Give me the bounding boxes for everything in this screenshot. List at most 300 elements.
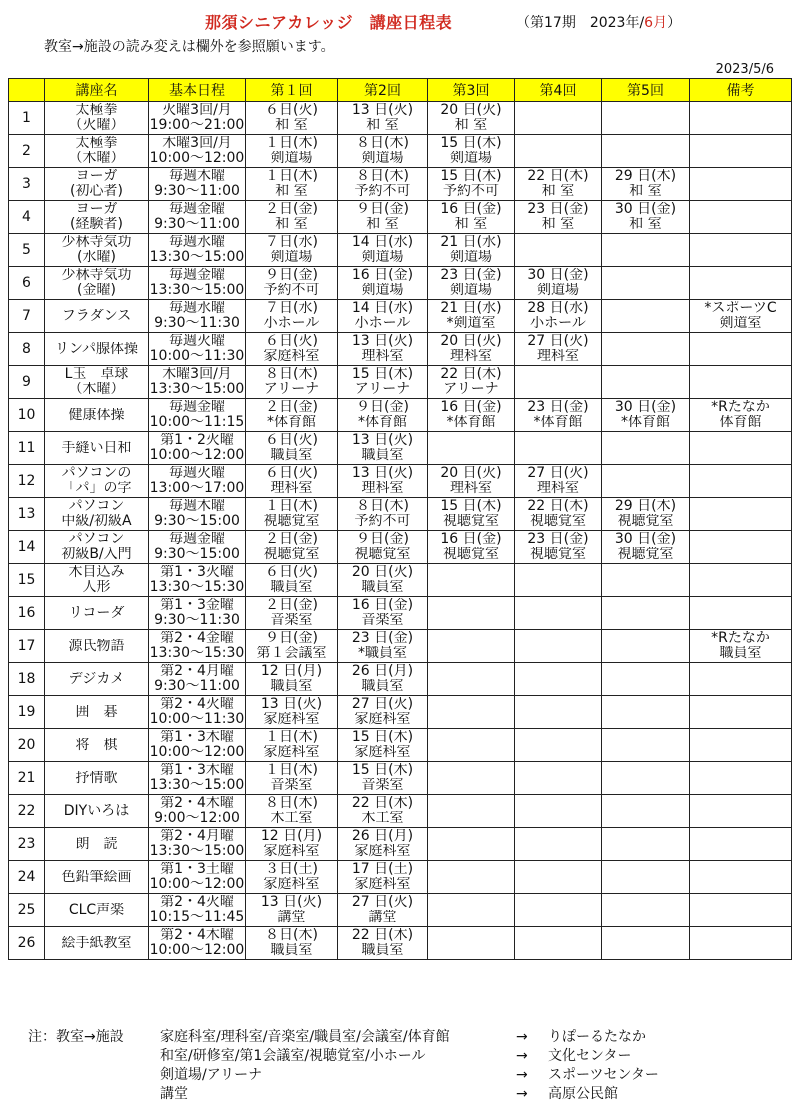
session-2-line-1: ９日(金): [356, 400, 409, 415]
course-name-cell: [45, 630, 149, 663]
basic-schedule-line-2: 13:30～15:00: [149, 382, 245, 397]
session-2-line-2: 予約不可: [354, 514, 411, 529]
session-2-line-2: 音楽室: [361, 613, 404, 628]
table-row: [9, 630, 792, 663]
session-4-line-2: 剣道場: [537, 283, 579, 298]
table-row: [9, 828, 792, 861]
session-3-cell: [428, 630, 515, 663]
row-number: 9: [9, 366, 45, 399]
course-name-cell: [45, 729, 149, 762]
course-name-line-1: 少林寺気功: [61, 235, 132, 250]
table-row: [9, 663, 792, 696]
course-name-line-1: フラダンス: [61, 308, 132, 324]
course-name-line-1: 朗 読: [75, 836, 118, 852]
session-2-line-2: 理科室: [361, 349, 404, 364]
session-2-line-2: 音楽室: [361, 778, 404, 793]
session-4-line-2: 小ホール: [530, 316, 586, 331]
session-1-line-1: １日(木): [265, 169, 318, 184]
session-1-line-1: １日(木): [265, 136, 318, 151]
session-4-cell: [515, 135, 602, 168]
basic-schedule-line-1: 毎週木曜: [169, 499, 225, 514]
basic-schedule-line-1: 第2・4木曜: [160, 928, 234, 943]
session-2-line-1: 27 日(火): [351, 895, 414, 910]
row-number: 22: [9, 795, 45, 828]
session-3-line-1: 16 日(金): [440, 400, 502, 415]
session-1-cell: [246, 168, 338, 201]
session-4-cell: [515, 333, 602, 366]
session-1-cell: [246, 762, 338, 795]
course-name-line-2: 人形: [82, 580, 111, 595]
session-2-cell: [338, 564, 428, 597]
session-5-line-2: 視聴覚室: [617, 514, 674, 529]
basic-schedule-cell: [149, 267, 246, 300]
session-3-cell: [428, 399, 515, 432]
session-1-line-2: 予約不可: [263, 283, 320, 298]
row-number: 13: [9, 498, 45, 531]
basic-schedule-line-1: 毎週水曜: [169, 235, 225, 250]
basic-schedule-line-2: 10:00～12:00: [149, 745, 245, 760]
row-number: 23: [9, 828, 45, 861]
session-1-line-2: 音楽室: [270, 613, 313, 628]
course-name-line-2: （木曜）: [68, 151, 125, 166]
remarks-cell: [690, 366, 792, 399]
session-2-cell: [338, 102, 428, 135]
course-name-line-1: 絵手紙教室: [61, 935, 132, 951]
course-name-line-2: （木曜）: [68, 382, 125, 397]
session-3-line-2: *剣道室: [446, 316, 496, 331]
session-3-line-1: 21 日(水): [440, 235, 502, 250]
session-5-cell: [602, 597, 690, 630]
session-3-line-2: 剣道場: [450, 250, 492, 265]
session-1-line-1: ６日(火): [265, 466, 318, 481]
basic-schedule-line-2: 10:00～11:30: [149, 349, 245, 364]
table-row: [9, 795, 792, 828]
session-3-line-1: 20 日(火): [440, 466, 502, 481]
session-2-line-2: 木工室: [361, 811, 404, 826]
basic-schedule-line-1: 火曜3回/月: [162, 103, 232, 118]
course-name-line-2: (水曜): [77, 250, 116, 265]
session-2-line-1: 15 日(木): [351, 763, 414, 778]
session-2-line-2: 和 室: [366, 217, 399, 232]
session-3-line-1: 22 日(木): [440, 367, 502, 382]
table-row: [9, 729, 792, 762]
course-name-line-1: パソコンの: [61, 466, 132, 481]
session-1-cell: [246, 696, 338, 729]
session-4-cell: [515, 300, 602, 333]
arrow-icon: →: [516, 1029, 528, 1045]
session-3-cell: [428, 762, 515, 795]
course-name-line-1: リコーダ: [68, 605, 125, 621]
course-name-line-1: 囲 碁: [75, 704, 118, 720]
session-1-line-2: 家庭科室: [263, 745, 320, 760]
table-row: [9, 894, 792, 927]
session-5-cell: [602, 399, 690, 432]
basic-schedule-line-1: 毎週金曜: [169, 532, 225, 547]
session-1-line-1: ６日(火): [265, 334, 318, 349]
session-2-line-1: ８日(木): [356, 169, 409, 184]
row-number: 15: [9, 564, 45, 597]
basic-schedule-line-1: 毎週水曜: [169, 301, 225, 316]
session-5-line-2: *体育館: [621, 415, 670, 430]
session-4-cell: [515, 828, 602, 861]
session-5-cell: [602, 828, 690, 861]
course-name-line-2: (経験者): [70, 217, 123, 232]
session-1-line-2: 理科室: [270, 481, 313, 496]
basic-schedule-line-2: 13:30～15:00: [149, 250, 245, 265]
basic-schedule-line-1: 第2・4月曜: [160, 664, 234, 679]
session-2-line-1: 16 日(金): [351, 598, 414, 613]
remarks-cell: [690, 234, 792, 267]
session-3-cell: [428, 531, 515, 564]
course-name-cell: [45, 564, 149, 597]
session-2-line-2: *職員室: [358, 646, 407, 661]
session-3-line-1: 20 日(火): [440, 334, 502, 349]
session-1-line-1: １日(木): [265, 499, 318, 514]
session-3-cell: [428, 267, 515, 300]
basic-schedule-line-2: 13:00～17:00: [149, 481, 245, 496]
course-name-line-1: 色鉛筆絵画: [61, 869, 132, 885]
basic-schedule-line-2: 10:00～12:00: [149, 448, 245, 463]
course-name-cell: [45, 498, 149, 531]
row-number: 7: [9, 300, 45, 333]
session-2-line-2: 職員室: [361, 679, 404, 694]
row-number: 24: [9, 861, 45, 894]
session-1-line-1: ８日(木): [265, 928, 318, 943]
session-3-cell: [428, 333, 515, 366]
session-5-cell: [602, 135, 690, 168]
session-4-cell: [515, 696, 602, 729]
table-row: [9, 432, 792, 465]
session-1-line-1: １日(木): [265, 730, 318, 745]
session-2-cell: [338, 894, 428, 927]
session-2-line-1: 14 日(水): [351, 235, 414, 250]
table-row: [9, 927, 792, 960]
session-1-line-2: 職員室: [270, 580, 313, 595]
session-2-line-2: 職員室: [361, 448, 404, 463]
session-2-line-1: 22 日(木): [351, 796, 414, 811]
session-3-cell: [428, 234, 515, 267]
course-name-cell: [45, 300, 149, 333]
session-3-line-2: 理科室: [450, 349, 492, 364]
session-1-line-2: 木工室: [270, 811, 313, 826]
session-2-line-1: 13 日(火): [351, 334, 414, 349]
session-4-line-1: 27 日(火): [527, 466, 589, 481]
subtitle-note: 教室→施設の読み変えは欄外を参照願います。: [44, 39, 335, 55]
row-number: 12: [9, 465, 45, 498]
basic-schedule-line-2: 10:00～12:00: [149, 943, 245, 958]
remarks-line-1: *スポーツC: [704, 301, 777, 316]
table-row: [9, 135, 792, 168]
arrow-icon: →: [516, 1067, 528, 1083]
session-4-line-1: 27 日(火): [527, 334, 589, 349]
basic-schedule-cell: [149, 465, 246, 498]
session-5-cell: [602, 861, 690, 894]
session-2-line-1: 16 日(金): [351, 268, 414, 283]
session-1-cell: [246, 861, 338, 894]
table-row: [9, 399, 792, 432]
table-row: [9, 597, 792, 630]
session-1-line-1: ７日(水): [265, 301, 318, 316]
table-row: [9, 366, 792, 399]
session-1-line-1: ６日(火): [265, 433, 318, 448]
basic-schedule-line-1: 第2・4木曜: [160, 796, 234, 811]
session-3-line-2: 和 室: [454, 217, 488, 232]
row-number: 6: [9, 267, 45, 300]
basic-schedule-line-1: 第1・3木曜: [160, 730, 234, 745]
session-2-line-1: 13 日(火): [351, 466, 414, 481]
session-3-cell: [428, 894, 515, 927]
session-4-cell: [515, 663, 602, 696]
session-1-cell: [246, 234, 338, 267]
document-header: [0, 8, 800, 32]
basic-schedule-line-2: 10:00～12:00: [149, 151, 245, 166]
row-number: 1: [9, 102, 45, 135]
arrow-icon: →: [516, 1048, 528, 1064]
session-5-cell: [602, 630, 690, 663]
session-2-line-1: ８日(木): [356, 499, 409, 514]
row-number: 5: [9, 234, 45, 267]
remarks-cell: [690, 696, 792, 729]
basic-schedule-line-1: 毎週木曜: [169, 169, 225, 184]
session-4-cell: [515, 927, 602, 960]
basic-schedule-cell: [149, 432, 246, 465]
course-name-cell: [45, 333, 149, 366]
session-3-line-2: 理科室: [450, 481, 492, 496]
session-5-line-1: 30 日(金): [614, 532, 677, 547]
remarks-cell: [690, 861, 792, 894]
session-3-line-1: 20 日(火): [440, 103, 502, 118]
course-name-line-1: 将 棋: [75, 737, 118, 753]
session-3-line-2: アリーナ: [443, 382, 499, 397]
term-month: 6月: [644, 15, 668, 31]
course-name-cell: [45, 366, 149, 399]
remarks-line-1: *Rたなか: [711, 631, 770, 646]
basic-schedule-line-2: 13:30～15:00: [149, 778, 245, 793]
course-name-line-2: (初心者): [70, 184, 123, 199]
session-2-line-1: 22 日(木): [351, 928, 414, 943]
remarks-cell: [690, 663, 792, 696]
session-1-line-1: ２日(金): [265, 202, 318, 217]
session-1-line-2: 家庭科室: [263, 877, 320, 892]
course-name-line-1: 健康体操: [68, 407, 125, 423]
basic-schedule-line-2: 10:00～12:00: [149, 877, 245, 892]
basic-schedule-line-1: 第1・3金曜: [160, 598, 234, 613]
session-5-line-1: 29 日(木): [614, 499, 677, 514]
session-3-cell: [428, 465, 515, 498]
course-name-cell: [45, 135, 149, 168]
session-5-cell: [602, 531, 690, 564]
course-name-line-1: DIYいろは: [63, 803, 130, 819]
session-1-line-1: ７日(水): [265, 235, 318, 250]
session-5-cell: [602, 432, 690, 465]
basic-schedule-cell: [149, 498, 246, 531]
row-number: 14: [9, 531, 45, 564]
course-name-cell: [45, 168, 149, 201]
course-name-cell: [45, 894, 149, 927]
session-2-line-1: 13 日(火): [351, 433, 414, 448]
row-number: 10: [9, 399, 45, 432]
session-1-line-2: 職員室: [270, 679, 313, 694]
session-2-cell: [338, 135, 428, 168]
basic-schedule-cell: [149, 630, 246, 663]
table-body: [9, 102, 792, 960]
course-name-line-1: ヨーガ: [75, 169, 118, 184]
session-5-cell: [602, 366, 690, 399]
session-3-cell: [428, 597, 515, 630]
basic-schedule-cell: [149, 861, 246, 894]
basic-schedule-cell: [149, 234, 246, 267]
table-row: [9, 267, 792, 300]
session-5-line-2: 和 室: [629, 184, 662, 199]
session-2-cell: [338, 267, 428, 300]
remarks-cell: [690, 762, 792, 795]
session-1-line-1: ９日(金): [265, 268, 318, 283]
session-5-cell: [602, 564, 690, 597]
session-5-cell: [602, 333, 690, 366]
session-4-cell: [515, 267, 602, 300]
basic-schedule-cell: [149, 564, 246, 597]
course-name-cell: [45, 762, 149, 795]
session-3-line-2: 剣道場: [450, 283, 492, 298]
remarks-cell: [690, 102, 792, 135]
arrow-icon: →: [516, 1086, 528, 1102]
session-2-line-2: 剣道場: [361, 283, 404, 298]
row-number: 16: [9, 597, 45, 630]
session-1-line-2: アリーナ: [263, 382, 320, 397]
session-2-cell: [338, 927, 428, 960]
course-name-cell: [45, 828, 149, 861]
session-4-line-1: 22 日(木): [527, 499, 589, 514]
remarks-cell: [690, 267, 792, 300]
session-1-line-1: ６日(火): [265, 565, 318, 580]
header-col-session-5: 第5回: [602, 79, 690, 102]
session-1-line-2: 家庭科室: [263, 712, 320, 727]
session-2-cell: [338, 729, 428, 762]
basic-schedule-cell: [149, 531, 246, 564]
session-1-cell: [246, 135, 338, 168]
session-2-line-1: ８日(木): [356, 136, 409, 151]
session-2-cell: [338, 168, 428, 201]
session-1-cell: [246, 663, 338, 696]
basic-schedule-line-2: 13:30～15:00: [149, 844, 245, 859]
remarks-cell: [690, 564, 792, 597]
remarks-cell: [690, 597, 792, 630]
basic-schedule-line-2: 10:00～11:15: [149, 415, 245, 430]
basic-schedule-line-1: 木曜3回/月: [162, 136, 232, 151]
course-name-cell: [45, 795, 149, 828]
session-5-cell: [602, 102, 690, 135]
remarks-cell: [690, 333, 792, 366]
course-name-line-2: 中級/初級A: [61, 514, 132, 529]
session-5-cell: [602, 267, 690, 300]
session-1-line-2: *体育館: [267, 415, 316, 430]
session-5-cell: [602, 465, 690, 498]
row-number: 3: [9, 168, 45, 201]
session-1-cell: [246, 564, 338, 597]
session-4-cell: [515, 861, 602, 894]
session-1-line-1: １日(木): [265, 763, 318, 778]
session-1-cell: [246, 795, 338, 828]
session-4-line-1: 28 日(水): [527, 301, 589, 316]
session-1-line-1: ８日(木): [265, 796, 318, 811]
session-2-line-1: 26 日(月): [351, 829, 414, 844]
header-col-session-2: 第2回: [338, 79, 428, 102]
session-2-line-2: 剣道場: [361, 151, 404, 166]
header-col-course-name: 講座名: [45, 79, 149, 102]
session-1-line-1: ９日(金): [265, 631, 318, 646]
session-5-cell: [602, 498, 690, 531]
note-facility: りぽーるたなか: [548, 1029, 646, 1045]
session-1-cell: [246, 465, 338, 498]
table-row: [9, 300, 792, 333]
session-3-cell: [428, 927, 515, 960]
session-2-cell: [338, 597, 428, 630]
session-2-cell: [338, 366, 428, 399]
session-2-line-1: 13 日(火): [351, 103, 414, 118]
remarks-cell: [690, 795, 792, 828]
session-4-cell: [515, 168, 602, 201]
table-row: [9, 531, 792, 564]
course-name-cell: [45, 597, 149, 630]
session-1-cell: [246, 630, 338, 663]
session-3-cell: [428, 498, 515, 531]
session-2-line-2: 家庭科室: [354, 745, 411, 760]
session-2-line-1: 26 日(月): [351, 664, 414, 679]
notes-label: 注：教室→施設: [28, 1029, 124, 1045]
session-1-line-2: 剣道場: [270, 250, 313, 265]
session-4-cell: [515, 729, 602, 762]
remarks-cell: [690, 498, 792, 531]
basic-schedule-line-2: 9:00～12:00: [154, 811, 240, 826]
session-2-cell: [338, 333, 428, 366]
session-4-cell: [515, 894, 602, 927]
course-name-line-1: 太極拳: [75, 103, 118, 118]
basic-schedule-cell: [149, 201, 246, 234]
basic-schedule-cell: [149, 102, 246, 135]
session-1-line-2: 音楽室: [270, 778, 313, 793]
session-5-line-2: 視聴覚室: [617, 547, 674, 562]
session-2-line-2: 家庭科室: [354, 877, 411, 892]
course-name-line-1: 太極拳: [75, 136, 118, 151]
session-1-line-1: ２日(金): [265, 598, 318, 613]
basic-schedule-line-1: 毎週火曜: [169, 334, 225, 349]
course-name-cell: [45, 432, 149, 465]
row-number: 20: [9, 729, 45, 762]
session-5-cell: [602, 696, 690, 729]
session-3-line-2: *体育館: [446, 415, 496, 430]
session-4-line-1: 23 日(金): [527, 202, 589, 217]
session-1-line-2: 剣道場: [270, 151, 313, 166]
session-2-line-1: ９日(金): [356, 532, 409, 547]
table-row: [9, 168, 792, 201]
session-2-line-1: 17 日(土): [351, 862, 414, 877]
row-number: 8: [9, 333, 45, 366]
session-5-line-1: 30 日(金): [614, 400, 677, 415]
session-3-line-2: 視聴覚室: [443, 547, 499, 562]
basic-schedule-line-2: 10:15～11:45: [149, 910, 245, 925]
session-3-cell: [428, 564, 515, 597]
session-4-line-2: 理科室: [537, 481, 579, 496]
session-4-line-2: 和 室: [541, 184, 575, 199]
remarks-cell: [690, 300, 792, 333]
session-3-cell: [428, 432, 515, 465]
remarks-cell: [690, 927, 792, 960]
session-5-line-1: 29 日(木): [614, 169, 677, 184]
session-5-line-2: 和 室: [629, 217, 662, 232]
course-name-line-1: パソコン: [68, 532, 125, 547]
note-room-list: 講堂: [160, 1086, 188, 1102]
session-5-line-1: 30 日(金): [614, 202, 677, 217]
